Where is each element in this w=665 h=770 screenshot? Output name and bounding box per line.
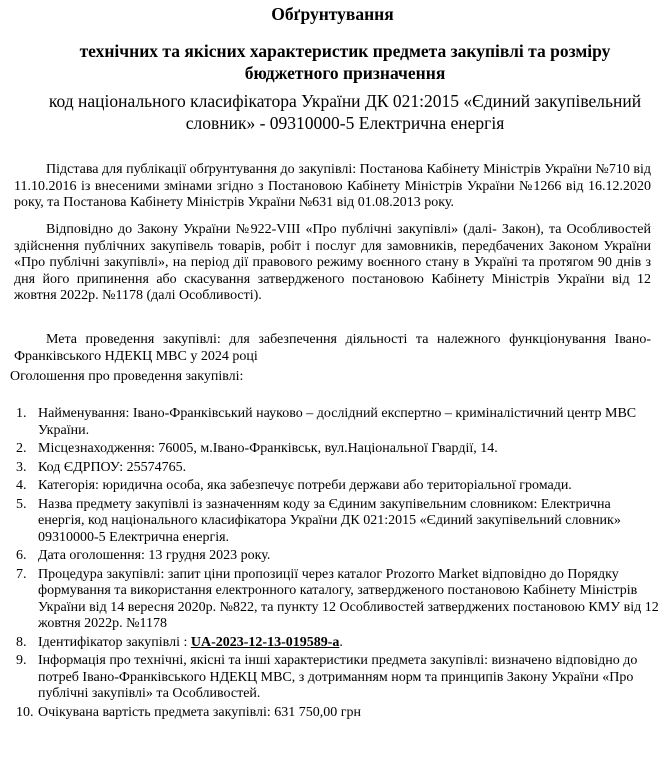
list-item [0,441,660,458]
list-item [0,406,660,439]
classifier-code-line: код національного класифікатора України ДК 021:2015 «Єдиний закупівельний словник» - 09310000-5 Електрична енергія [48,91,642,133]
procurement-identifier-link[interactable]: UA-2023-12-13-019589-a [190,634,340,650]
basis-paragraph [14,162,651,212]
list-item [0,705,660,722]
item-number: 5. [16,496,27,512]
item-number: 6. [16,548,27,563]
purpose-paragraph [14,332,651,365]
item-number: 2. [16,441,27,456]
list-item [0,460,660,477]
item-text: Процедура закупівлі: запит ціни пропозиції через каталог Prozorro Market відповідно до Порядку формування та використання електронного каталогу, затвердженого постановою Кабінету Міністрів України від 14 вересня 2020р. №822, та пункту 12 Особливостей затверджених постановою КМУ від 12 жовтня 2022р. №1178 [38,566,659,631]
law-paragraph [14,222,651,305]
item-text: Найменування: Івано-Франківський науково – дослідний експертно – криміналістичний центр МВС України. [38,406,637,438]
item-text: Дата оголошення: 13 грудня 2023 року. [38,548,271,563]
law-text: Відповідно до Закону України №922-VIII «Про публічні закупівлі» (далі- Закон), та Особливостей здійснення публічних закупівель товарів, робіт і послуг для замовників, передбачених Законом України «Про публічні закупівлі», на період дії правового режиму воєнного стану в Україні та протягом 90 днів з дня його припинення або скасування затвердженого постановою Кабінету Міністрів України від 12 жовтня 2022р. №1178 (далі Особливості). [14,222,651,303]
item-number: 10. [16,704,34,720]
document-subtitle: технічних та якісних характеристик предмета закупівлі та розміру бюджетного призначення [79,41,611,83]
item-number: 1. [16,406,27,421]
list-item [0,497,660,547]
item-number: 3. [16,459,27,475]
item-number: 8. [16,634,27,650]
item-text: Інформація про технічні, якісні та інші характеристики предмета закупівлі: визначено відповідно до потреб Івано-Франківського НДЕКЦ МВС, з дотриманням норм та принципів Закону України «Про публічні закупівлі» та Особливостей. [38,653,638,701]
item-number: 4. [16,478,27,493]
list-item [0,567,660,633]
item-number: 9. [16,653,27,668]
identifier-label: Ідентифікатор закупівлі : [38,634,188,650]
list-item [0,478,660,495]
item-tail: . [339,634,343,650]
item-number: 7. [16,566,27,582]
item-text: Назва предмету закупівлі із зазначенням коду за Єдиним закупівельним словником: Електрична енергія, код національного класифікатора України ДК 021:2015 «Єдиний закупівельний словник» 09310000-5 Електрична енергія. [38,496,621,545]
purpose-text: Мета проведення закупівлі: для забезпечення діяльності та належного функціонування Івано-Франківського НДЕКЦ МВС у 2024 році [14,332,651,364]
announcement-heading: Оголошення про проведення закупівлі: [10,369,244,384]
item-text: Очікувана вартість предмета закупівлі: 631 750,00 грн [38,704,362,720]
item-text: Категорія: юридична особа, яка забезпечує потреби держави або територіальної громади. [38,478,572,493]
item-text: Код ЄДРПОУ: 25574765. [38,459,187,475]
basis-text: Підстава для публікації обґрунтування до закупівлі: Постанова Кабінету Міністрів України №710 від 11.10.2016 із внесеними змінами згідно з Постановою Кабінету Міністрів України №1266 від 16.12.2020 року, та Постанова Кабінету Міністрів України №631 від 01.08.2013 року. [14,162,651,210]
announcement-list [0,406,660,723]
list-item [0,653,660,703]
item-text: Місцезнаходження: 76005, м.Івано-Франківськ, вул.Національної Гвардії, 14. [38,441,498,456]
list-item [0,548,660,565]
list-item [0,635,660,652]
document-title: Обґрунтування [271,4,394,24]
